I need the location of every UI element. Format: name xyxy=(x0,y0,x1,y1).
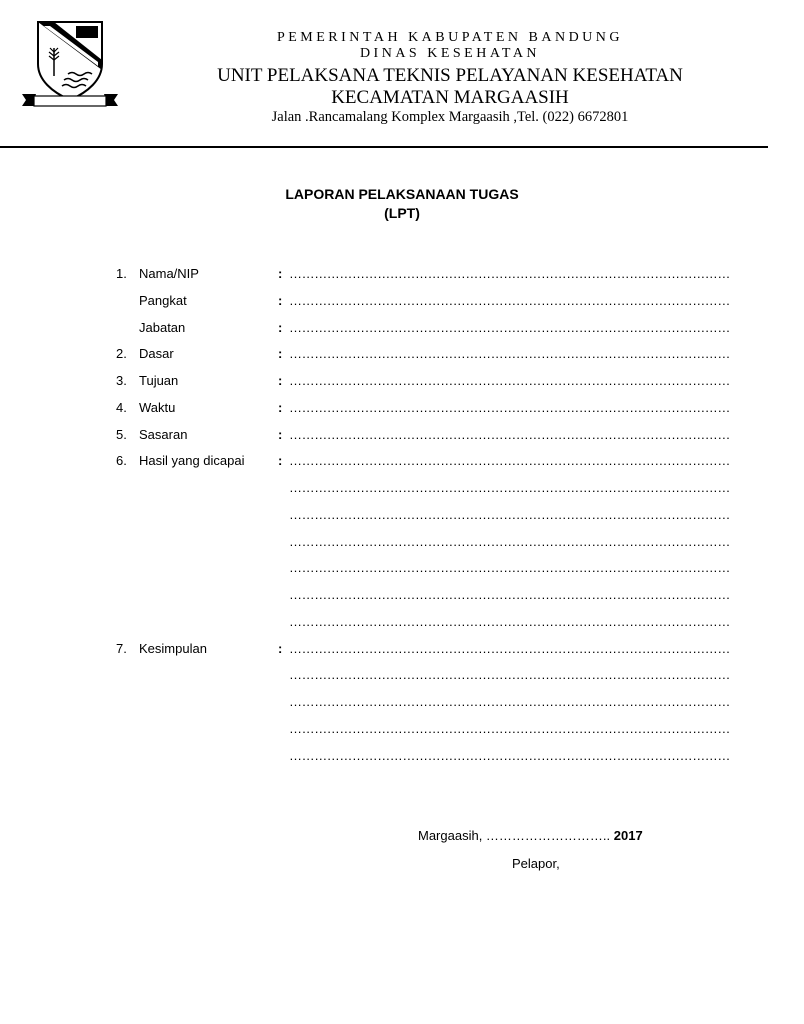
form-row xyxy=(0,320,768,338)
form-row-fill-line[interactable]: …………………………………………………………………………………………… xyxy=(289,399,731,415)
letterhead-district: KECAMATAN MARGAASIH xyxy=(331,87,569,108)
form-row-label: Kesimpulan xyxy=(139,640,207,656)
form-row xyxy=(0,667,768,685)
form-row xyxy=(0,748,768,766)
form-row-number: 4. xyxy=(116,399,127,415)
form-row xyxy=(0,560,768,578)
form-row xyxy=(0,507,768,525)
form-row-number: 2. xyxy=(116,346,127,362)
form-row-label: Jabatan xyxy=(139,319,186,335)
form-row-colon: : xyxy=(278,453,283,469)
form-row-label: Waktu xyxy=(139,399,176,415)
report-year: 2017 xyxy=(613,828,643,843)
form-row-colon: : xyxy=(278,266,283,281)
document-title: LAPORAN PELAKSANAAN TUGAS xyxy=(285,186,519,202)
form-row-fill-line[interactable]: …………………………………………………………………………………………… xyxy=(289,613,731,629)
letterhead-address: Jalan .Rancamalang Komplex Margaasih ,Tel. (022) 6672801 xyxy=(271,109,629,125)
form-row-fill-line[interactable]: …………………………………………………………………………………………… xyxy=(289,694,731,709)
form-row-fill-line[interactable]: …………………………………………………………………………………………… xyxy=(289,506,731,522)
letterhead-department: DINAS KESEHATAN xyxy=(359,46,541,61)
form-row xyxy=(0,266,768,284)
form-row-fill-line[interactable]: …………………………………………………………………………………………… xyxy=(289,720,731,736)
form-row-number: 6. xyxy=(116,453,127,469)
form-row-fill-line[interactable]: …………………………………………………………………………………………… xyxy=(289,587,731,602)
form-row xyxy=(0,641,768,659)
form-row-fill-line[interactable]: …………………………………………………………………………………………… xyxy=(289,292,731,308)
form-row xyxy=(0,721,768,739)
place-date-line xyxy=(418,828,643,843)
form-row-fill-line[interactable]: …………………………………………………………………………………………… xyxy=(289,560,731,576)
form-row-label: Sasaran xyxy=(139,426,188,442)
form-row xyxy=(0,534,768,552)
document-subtitle: (LPT) xyxy=(384,205,420,221)
form-row-fill-line[interactable]: …………………………………………………………………………………………… xyxy=(289,453,731,469)
form-row xyxy=(0,453,768,471)
form-row-colon: : xyxy=(278,319,283,335)
form-row xyxy=(0,614,768,632)
form-row xyxy=(0,373,768,391)
form-row xyxy=(0,694,768,712)
form-row xyxy=(0,293,768,311)
bandung-regency-crest-icon xyxy=(20,18,120,112)
form-row-fill-line[interactable]: …………………………………………………………………………………………… xyxy=(289,319,731,335)
form-row-number: 5. xyxy=(116,426,127,442)
form-row-fill-line[interactable]: …………………………………………………………………………………………… xyxy=(289,373,731,388)
form-row-number: 7. xyxy=(116,640,127,656)
form-row-colon: : xyxy=(278,373,283,388)
form-row-fill-line[interactable]: …………………………………………………………………………………………… xyxy=(289,426,731,442)
form-row-fill-line[interactable]: …………………………………………………………………………………………… xyxy=(289,346,731,362)
letterhead-unit: UNIT PELAKSANA TEKNIS PELAYANAN KESEHATAN xyxy=(217,65,683,86)
form-row-number: 3. xyxy=(116,373,127,388)
form-row-label: Dasar xyxy=(139,346,174,362)
form-row-label: Tujuan xyxy=(139,373,179,388)
form-row-label: Pangkat xyxy=(139,292,187,308)
form-row xyxy=(0,480,768,498)
form-row-fill-line[interactable]: …………………………………………………………………………………………… xyxy=(289,533,731,549)
form-row-colon: : xyxy=(278,640,283,656)
form-row-colon: : xyxy=(278,426,283,442)
form-row-number: 1. xyxy=(116,266,127,281)
form-row xyxy=(0,427,768,445)
letterhead-divider xyxy=(0,146,768,148)
form-row-label: Nama/NIP xyxy=(139,266,199,281)
form-row-label: Hasil yang dicapai xyxy=(139,453,245,469)
form-row-colon: : xyxy=(278,399,283,415)
form-row-colon: : xyxy=(278,346,283,362)
signer-label: Pelapor, xyxy=(512,856,560,871)
form-row-fill-line[interactable]: …………………………………………………………………………………………… xyxy=(289,747,731,763)
form-row-colon: : xyxy=(278,292,283,308)
form-row-fill-line[interactable]: …………………………………………………………………………………………… xyxy=(289,266,731,281)
form-row-fill-line[interactable]: …………………………………………………………………………………………… xyxy=(289,480,731,495)
form-row xyxy=(0,400,768,418)
letterhead-government: PEMERINTAH KABUPATEN BANDUNG xyxy=(276,30,624,45)
form-row-fill-line[interactable]: …………………………………………………………………………………………… xyxy=(289,640,731,656)
regency-crest-logo xyxy=(20,18,120,112)
form-row xyxy=(0,346,768,364)
place-date-text: Margaasih, ……………………….. xyxy=(418,828,614,843)
form-row-fill-line[interactable]: …………………………………………………………………………………………… xyxy=(289,667,731,683)
form-row xyxy=(0,587,768,605)
